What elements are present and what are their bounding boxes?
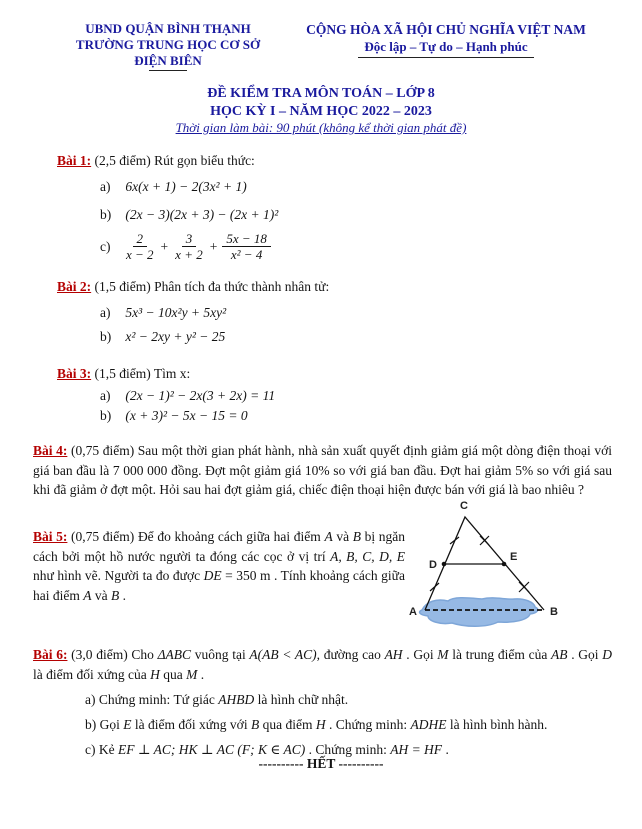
problem-1 xyxy=(0,151,642,262)
problem-3-item-b xyxy=(100,406,642,426)
point-label-d: D xyxy=(429,559,437,571)
problem-1-intro: (2,5 điểm) Rút gọn biểu thức: xyxy=(94,153,255,168)
item-label: a) xyxy=(100,388,111,403)
national-header-line1: CỘNG HÒA XÃ HỘI CHỦ NGHĨA VIỆT NAM xyxy=(306,22,586,37)
school-header-line2: TRƯỜNG TRUNG HỌC CƠ SỞ xyxy=(75,37,261,52)
item-label: b) xyxy=(100,207,112,222)
fraction-numerator: 2 xyxy=(133,231,148,247)
exam-title-line2: HỌC KỲ I – NĂM HỌC 2022 – 2023 xyxy=(210,103,432,119)
problem-1-item-c xyxy=(100,231,642,262)
fraction-numerator: 5x − 18 xyxy=(222,231,271,247)
fraction-1 xyxy=(124,231,156,262)
problem-1-label: Bài 1: xyxy=(57,153,92,168)
plus-operator: + xyxy=(160,238,169,254)
problem-3-label: Bài 3: xyxy=(57,366,92,381)
problem-5-text xyxy=(33,527,405,605)
problem-6-item-a: a) Chứng minh: Tứ giác AHBD là hình chữ nhật. xyxy=(85,692,349,707)
national-header-rule xyxy=(358,57,534,58)
problem-6 xyxy=(0,645,642,760)
item-label: a) xyxy=(100,179,111,194)
problem-4-statement: (0,75 điểm) Sau một thời gian phát hành, nhà sản xuất quyết định giảm giá một dòng điện thoại với giá ban đầu là 7 000 000 đồng. Đợt một giảm giá 10% so với giá ban đầu. Đợt hai giảm 5% so với giá sau khi đã giảm ở đợt một. Hỏi sau hai đợt giảm giá, chiếc điện thoại hiện được bán với giá là bao nhiêu ? xyxy=(33,443,612,497)
problem-2-intro: (1,5 điểm) Phân tích đa thức thành nhân tử: xyxy=(94,279,330,294)
fraction-denominator: x − 2 xyxy=(126,247,154,262)
problem-3-heading xyxy=(57,364,642,384)
math-expression: (2x − 1)² − 2x(3 + 2x) = 11 xyxy=(125,388,276,403)
problem-6-statement: (3,0 điểm) Cho ΔABC vuông tại A(AB < AC), đường cao AH . Gọi M là trung điểm của AB . Gọi D là điểm đối xứng của H qua M . xyxy=(33,647,612,682)
math-expression: 5x³ − 10x²y + 5xy² xyxy=(125,305,227,320)
exam-duration: Thời gian làm bài: 90 phút (không kể thời gian phát đề) xyxy=(175,120,467,135)
problem-6-label: Bài 6: xyxy=(33,647,68,662)
math-expression: x² − 2xy + y² − 25 xyxy=(125,329,226,344)
problem-2-label: Bài 2: xyxy=(57,279,92,294)
fraction-3 xyxy=(222,231,271,262)
item-label: c) xyxy=(100,238,111,254)
math-expression: (2x − 3)(2x + 3) − (2x + 1)² xyxy=(125,207,279,222)
exam-title-block xyxy=(0,85,642,136)
problem-3-intro: (1,5 điểm) Tìm x: xyxy=(94,366,191,381)
point-d-dot xyxy=(442,562,447,567)
fraction-denominator: x² − 4 xyxy=(230,247,263,262)
lake-shape xyxy=(420,598,538,627)
national-motto-header xyxy=(260,21,632,58)
plus-operator: + xyxy=(209,238,218,254)
problem-2-heading xyxy=(57,277,642,297)
problem-3 xyxy=(0,364,642,426)
geometry-figure xyxy=(402,496,642,642)
math-expression: 6x(x + 1) − 2(3x² + 1) xyxy=(125,179,247,194)
school-header-line3: ĐIỆN BIÊN xyxy=(134,53,202,68)
exam-title-line1: ĐỀ KIỂM TRA MÔN TOÁN – LỚP 8 xyxy=(207,86,435,101)
problem-4-text xyxy=(33,441,612,500)
point-label-b: B xyxy=(550,606,558,618)
national-header-line2: Độc lập – Tự do – Hạnh phúc xyxy=(364,39,528,54)
school-header-rule xyxy=(149,70,187,71)
problem-1-heading xyxy=(57,151,642,171)
problem-6-item-b: b) Gọi E là điểm đối xứng với B qua điểm H . Chứng minh: ADHE là hình bình hành. xyxy=(85,717,548,732)
item-label: b) xyxy=(100,408,112,423)
problem-2-item-a xyxy=(100,303,642,323)
school-header xyxy=(52,21,284,71)
point-label-a: A xyxy=(409,606,417,618)
end-marker: ---------- HẾT ---------- xyxy=(258,756,384,771)
fraction-numerator: 3 xyxy=(182,231,197,247)
fraction-2 xyxy=(173,231,205,262)
problem-1-item-a xyxy=(100,177,642,197)
point-e-dot xyxy=(502,562,507,567)
item-label: a) xyxy=(100,305,111,320)
problem-6-item-c: c) Kẻ EF ⊥ AC; HK ⊥ AC (F; K ∈ AC) . Chứng minh: AH = HF . xyxy=(85,742,449,757)
point-label-e: E xyxy=(510,551,518,563)
problem-4-label: Bài 4: xyxy=(33,443,68,458)
tick-mark-ad xyxy=(430,583,439,591)
problem-1-item-b xyxy=(100,205,642,225)
problem-3-item-a xyxy=(100,386,642,406)
math-expression: (x + 3)² − 5x − 15 = 0 xyxy=(125,408,248,423)
fraction-denominator: x + 2 xyxy=(175,247,203,262)
problem-5-statement: (0,75 điểm) Để đo khoảng cách giữa hai điểm A và B bị ngăn cách bởi một hồ nước người ta đóng các cọc ở vị trí A, B, C, D, E như hình vẽ. Người ta đo được DE = 350 m . Tính khoảng cách giữa hai điểm A và B . xyxy=(33,529,405,603)
problem-6-text xyxy=(33,645,612,684)
problem-2-item-b xyxy=(100,327,642,347)
problem-4 xyxy=(0,441,642,500)
school-header-line1: UBND QUẬN BÌNH THẠNH xyxy=(85,21,251,36)
problem-5-label: Bài 5: xyxy=(33,529,68,544)
point-label-c: C xyxy=(460,500,468,512)
problem-2 xyxy=(0,277,642,347)
item-label: b) xyxy=(100,329,112,344)
